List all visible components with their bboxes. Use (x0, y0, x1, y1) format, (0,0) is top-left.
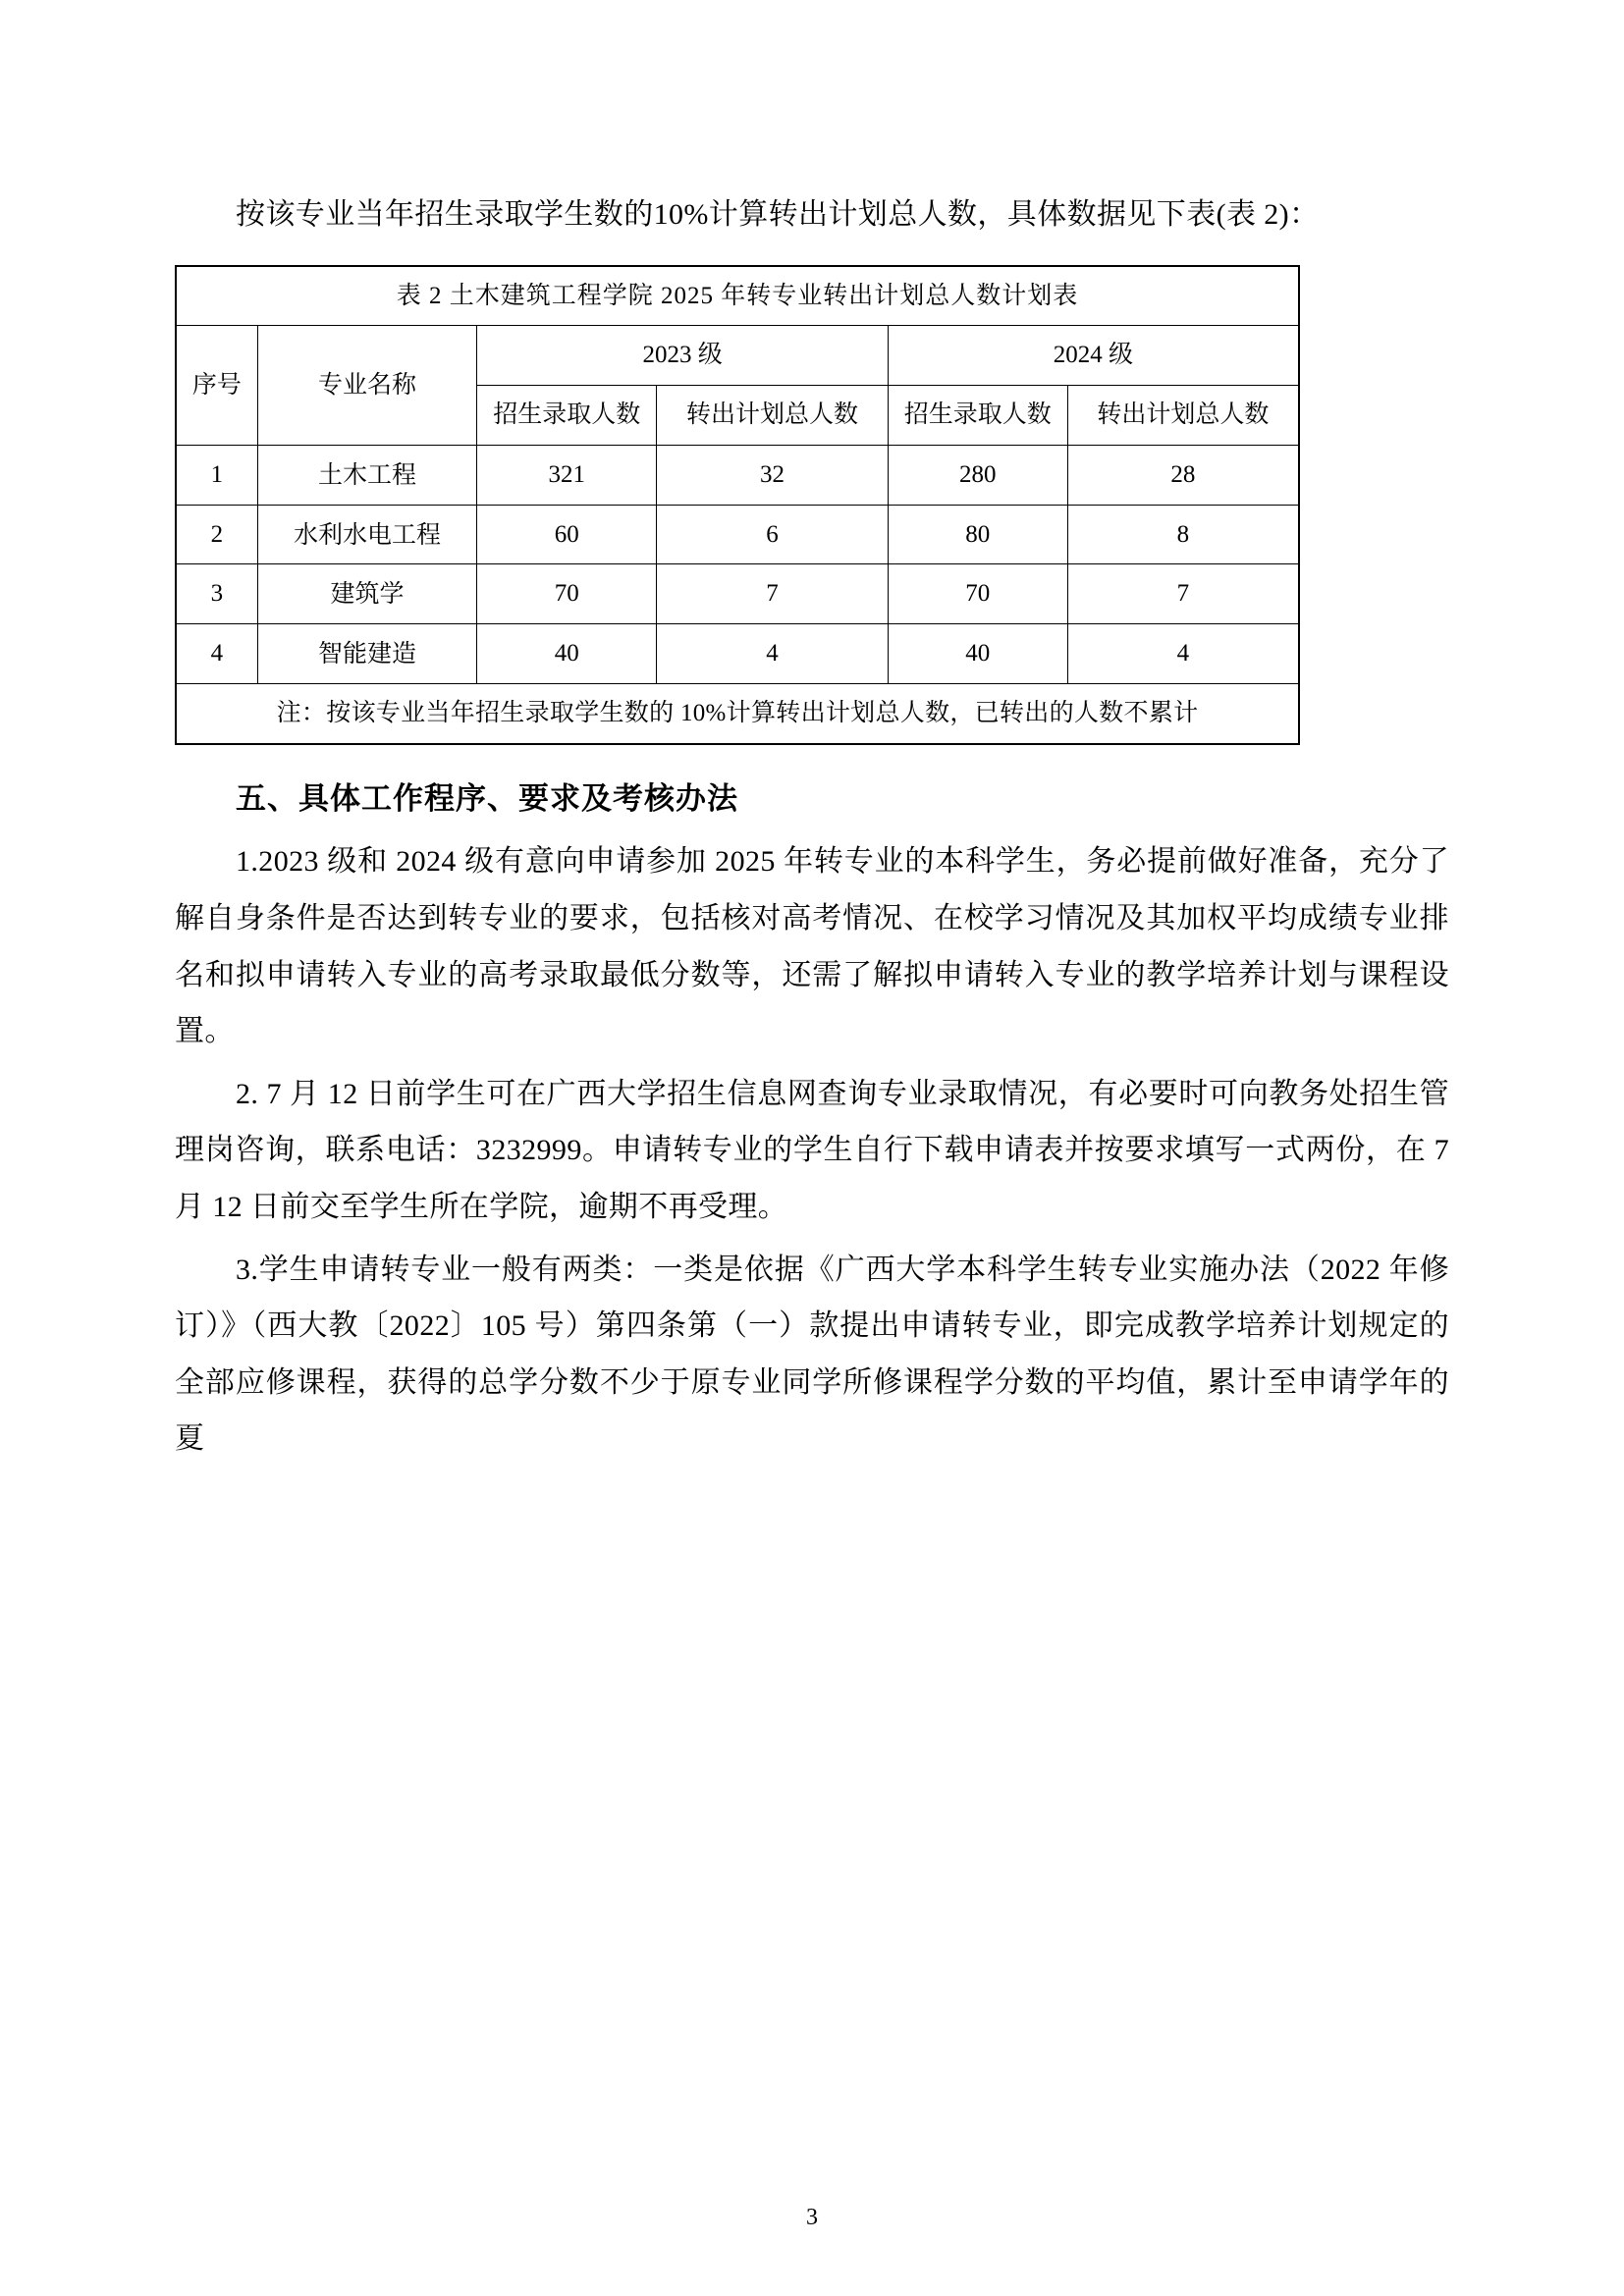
cell-transfer-2024: 4 (1067, 624, 1299, 684)
table-caption: 表 2 土木建筑工程学院 2025 年转专业转出计划总人数计划表 (176, 266, 1299, 326)
cell-transfer-2023: 6 (657, 505, 889, 564)
cell-major: 建筑学 (257, 564, 477, 624)
header-group-2023: 2023 级 (477, 326, 889, 386)
cell-transfer-2023: 4 (657, 624, 889, 684)
header-group-2024: 2024 级 (888, 326, 1299, 386)
cell-enroll-2024: 80 (888, 505, 1067, 564)
table-row (176, 564, 1299, 624)
cell-transfer-2023: 7 (657, 564, 889, 624)
table-note: 注：按该专业当年招生录取学生数的 10%计算转出计划总人数，已转出的人数不累计 (176, 683, 1299, 743)
header-transfer-2023: 转出计划总人数 (657, 386, 889, 446)
section-heading: 五、具体工作程序、要求及考核办法 (236, 780, 738, 816)
cell-transfer-2024: 8 (1067, 505, 1299, 564)
cell-enroll-2023: 60 (477, 505, 657, 564)
cell-index: 2 (176, 505, 257, 564)
header-major: 专业名称 (257, 326, 477, 446)
table-row (176, 445, 1299, 505)
cell-transfer-2024: 7 (1067, 564, 1299, 624)
transfer-plan-table-wrapper (175, 265, 1449, 745)
header-transfer-2024: 转出计划总人数 (1067, 386, 1299, 446)
cell-transfer-2024: 28 (1067, 445, 1299, 505)
cell-enroll-2023: 40 (477, 624, 657, 684)
cell-enroll-2024: 70 (888, 564, 1067, 624)
cell-transfer-2023: 32 (657, 445, 889, 505)
table-row (176, 624, 1299, 684)
header-enroll-2023: 招生录取人数 (477, 386, 657, 446)
intro-paragraph: 按该专业当年招生录取学生数的10%计算转出计划总人数，具体数据见下表(表 2)： (236, 198, 1320, 231)
transfer-plan-table (175, 265, 1300, 745)
table-note-row (176, 683, 1299, 743)
body-paragraph-1: 1.2023 级和 2024 级有意向申请参加 2025 年转专业的本科学生，务必提前做好准备，充分了解自身条件是否达到转专业的要求，包括核对高考情况、在校学习情况及其加权平均成绩专业排名和拟申请转入专业的高考录取最低分数等，还需了解拟申请转入专业的教学培养计划与课程设置。 (175, 845, 1449, 1048)
table-group-header-row (176, 326, 1299, 386)
header-enroll-2024: 招生录取人数 (888, 386, 1067, 446)
cell-index: 1 (176, 445, 257, 505)
table-caption-row (176, 266, 1299, 326)
cell-index: 3 (176, 564, 257, 624)
cell-enroll-2023: 70 (477, 564, 657, 624)
cell-major: 土木工程 (257, 445, 477, 505)
header-index: 序号 (176, 326, 257, 446)
body-paragraph-3: 3.学生申请转专业一般有两类：一类是依据《广西大学本科学生转专业实施办法（2022 年修订）》（西大教〔2022〕105 号）第四条第（一）款提出申请转专业，即完成教学培养计划规定的全部应修课程，获得的总学分数不少于原专业同学所修课程学分数的平均值，累计至申请学年的夏 (175, 1253, 1449, 1456)
page-number: 3 (806, 2205, 818, 2230)
cell-major: 智能建造 (257, 624, 477, 684)
cell-major: 水利水电工程 (257, 505, 477, 564)
cell-enroll-2024: 280 (888, 445, 1067, 505)
body-paragraph-2: 2. 7 月 12 日前学生可在广西大学招生信息网查询专业录取情况，有必要时可向教务处招生管理岗咨询，联系电话：3232999。申请转专业的学生自行下载申请表并按要求填写一式两份，在 7 月 12 日前交至学生所在学院，逾期不再受理。 (175, 1077, 1449, 1224)
cell-enroll-2023: 321 (477, 445, 657, 505)
cell-enroll-2024: 40 (888, 624, 1067, 684)
table-row (176, 505, 1299, 564)
cell-index: 4 (176, 624, 257, 684)
